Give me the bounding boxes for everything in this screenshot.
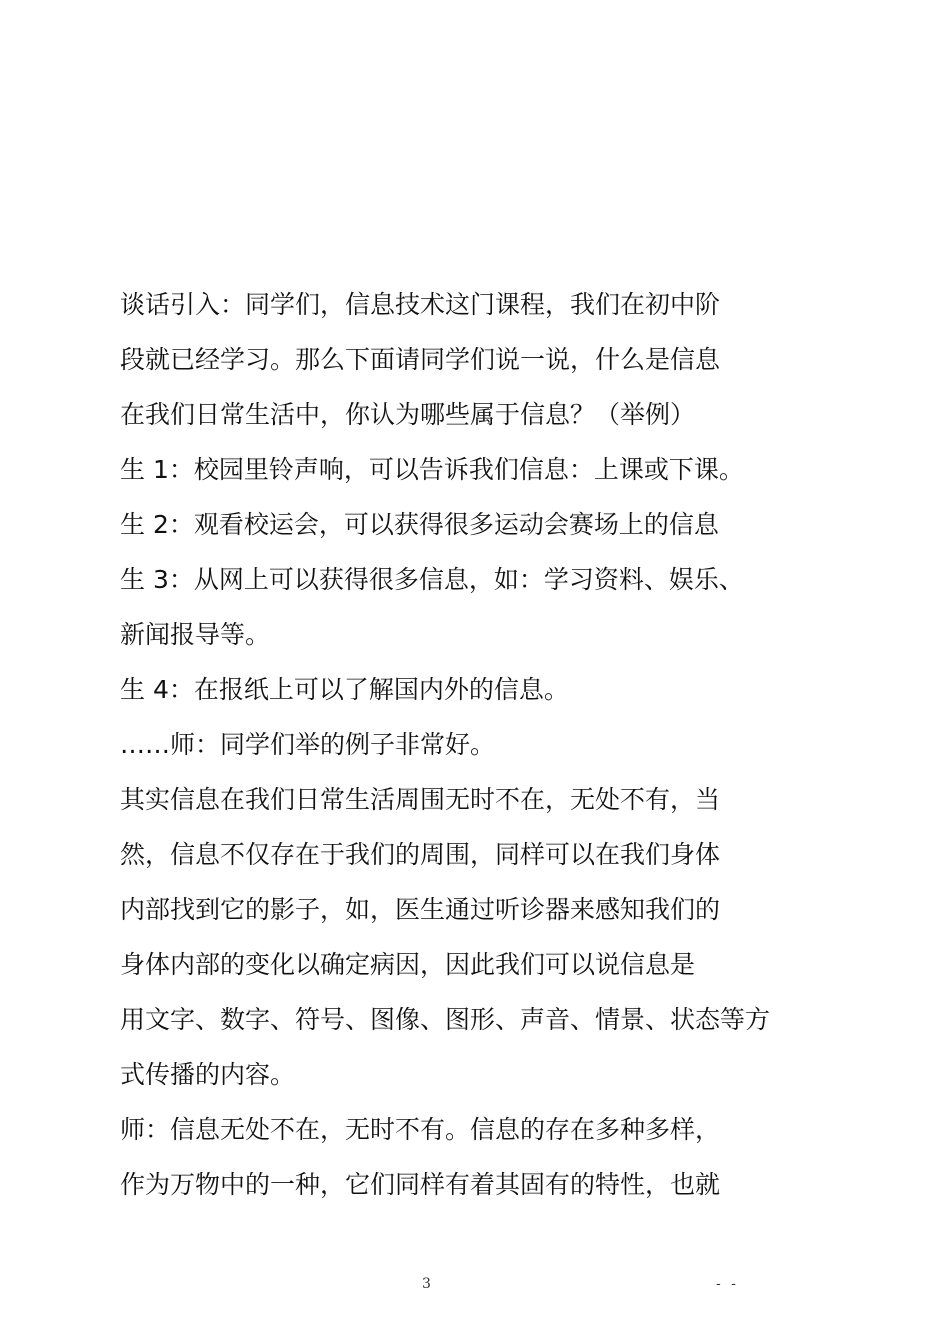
paragraph-line: 生 2：观看校运会，可以获得很多运动会赛场上的信息 <box>120 510 719 539</box>
paragraph-line: 师：信息无处不在，无时不有。信息的存在多种多样， <box>120 1115 721 1144</box>
footer-mark: - - <box>716 1276 739 1292</box>
paragraph-line: 段就已经学习。那么下面请同学们说一说，什么是信息 <box>120 345 721 374</box>
paragraph-line: 式传播的内容。 <box>120 1060 296 1089</box>
paragraph-line: 然，信息不仅存在于我们的周围，同样可以在我们身体 <box>120 840 721 869</box>
paragraph-line: 生 1：校园里铃声响，可以告诉我们信息：上课或下课。 <box>120 455 744 484</box>
paragraph-line: 在我们日常生活中，你认为哪些属于信息？（举例） <box>120 400 696 429</box>
paragraph-line: 生 4：在报纸上可以了解国内外的信息。 <box>120 675 569 704</box>
paragraph-line: 作为万物中的一种，它们同样有着其固有的特性，也就 <box>120 1170 721 1199</box>
paragraph-line: 其实信息在我们日常生活周围无时不在，无处不有，当 <box>120 785 721 814</box>
paragraph-line: 新闻报导等。 <box>120 620 271 649</box>
paragraph-line: 谈话引入：同学们，信息技术这门课程，我们在初中阶 <box>120 290 721 319</box>
page-number: 3 <box>422 1276 431 1292</box>
paragraph-line: 生 3：从网上可以获得很多信息，如：学习资料、娱乐、 <box>120 565 744 594</box>
paragraph-line: 身体内部的变化以确定病因，因此我们可以说信息是 <box>120 950 696 979</box>
paragraph-line: 用文字、数字、符号、图像、图形、声音、情景、状态等方 <box>120 1005 771 1034</box>
paragraph-line: 内部找到它的影子，如，医生通过听诊器来感知我们的 <box>120 895 721 924</box>
paragraph-line: ……师：同学们举的例子非常好。 <box>120 730 496 759</box>
